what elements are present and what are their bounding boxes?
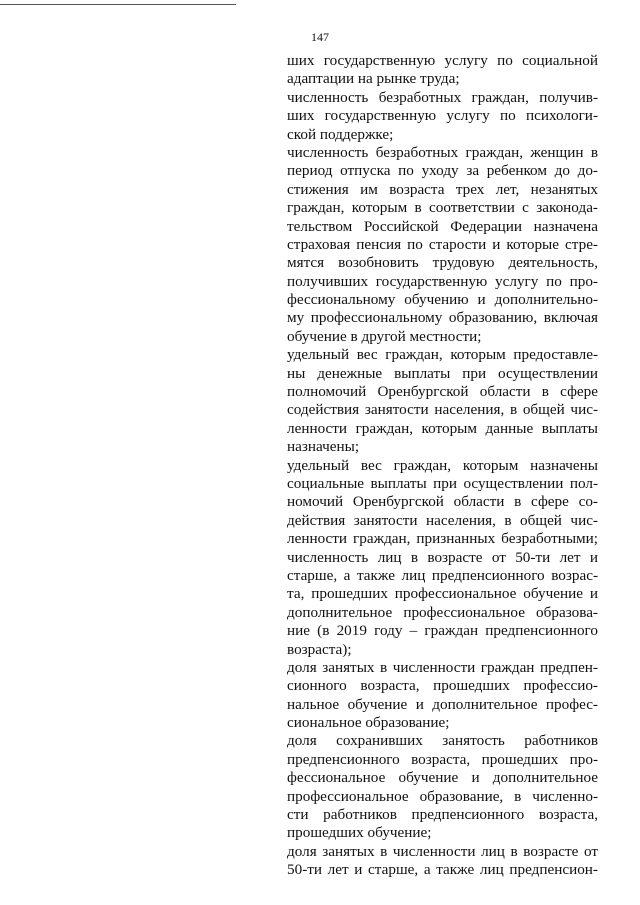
text-line: предпенсионного возраста, прошедших про- xyxy=(287,750,598,768)
text-line: фессиональному обучению и дополнительно- xyxy=(287,291,598,309)
text-line: ших государственную услугу по социальной xyxy=(287,52,598,69)
text-line: возраста); xyxy=(287,640,352,658)
text-line: получивших государственную услугу по про- xyxy=(287,272,598,290)
text-line: тельством Российской Федерации назначена xyxy=(287,217,598,235)
text-line: му профессиональному образованию, включая xyxy=(287,309,598,327)
text-line: ленности граждан, признанных безработными; xyxy=(287,530,598,548)
text-line: содействия занятости населения, в общей чис- xyxy=(287,401,598,419)
header-rule xyxy=(0,4,236,5)
text-line: полномочий Оренбургской области в сфере xyxy=(287,383,598,401)
text-line: удельный вес граждан, которым предоставле- xyxy=(287,346,598,364)
text-line: граждан, которым в соответствии с законода- xyxy=(287,199,598,217)
text-line: доля сохранивших занятость работников xyxy=(287,732,598,750)
text-line: номочий Оренбургской области в сфере со- xyxy=(287,493,598,511)
text-line: нальное обучение и дополнительное профес- xyxy=(287,695,598,713)
text-line: ны денежные выплаты при осуществлении xyxy=(287,364,598,382)
page-number: 147 xyxy=(311,30,329,44)
text-line: ской поддержке; xyxy=(287,125,394,143)
text-line: сти работников предпенсионного возраста, xyxy=(287,806,598,824)
text-line: дополнительное профессиональное образова- xyxy=(287,603,598,621)
text-line: ших государственную услугу по психологи- xyxy=(287,107,598,125)
text-line: фессиональное обучение и дополнительное xyxy=(287,769,598,787)
text-line: удельный вес граждан, которым назначены xyxy=(287,456,598,474)
text-line: численность безработных граждан, получив- xyxy=(287,88,598,106)
text-line: период отпуска по уходу за ребенком до до- xyxy=(287,162,598,180)
text-line: численность лиц в возрасте от 50-ти лет и xyxy=(287,548,598,566)
text-line: профессиональное образование, в численно- xyxy=(287,787,598,805)
text-line: социальные выплаты при осуществлении пол- xyxy=(287,474,598,492)
text-line: назначены; xyxy=(287,438,360,456)
text-line: старше, а также лиц предпенсионного возрас- xyxy=(287,566,598,584)
text-line: ленности граждан, которым данные выплаты xyxy=(287,419,598,437)
text-line: численность безработных граждан, женщин в xyxy=(287,143,598,161)
text-line: прошедших обучение; xyxy=(287,824,432,842)
text-line: сионного возраста, прошедших профессио- xyxy=(287,677,598,695)
text-line: страховая пенсия по старости и которые стре- xyxy=(287,235,598,253)
text-line: обучение в другой местности; xyxy=(287,327,482,345)
text-line: сиональное образование; xyxy=(287,714,450,732)
text-line: ние (в 2019 году – граждан предпенсионного xyxy=(287,622,598,640)
text-line: адаптации на рынке труда; xyxy=(287,70,460,88)
text-line: та, прошедших профессиональное обучение и xyxy=(287,585,598,603)
body-text xyxy=(287,52,598,880)
text-line: доля занятых в численности граждан предпен- xyxy=(287,658,598,676)
text-line: доля занятых в численности лиц в возрасте от xyxy=(287,842,598,860)
text-line: стижения им возраста трех лет, незанятых xyxy=(287,180,598,198)
text-line: 50-ти лет и старше, а также лиц предпенсион- xyxy=(287,861,598,879)
text-line: мятся возобновить трудовую деятельность, xyxy=(287,254,598,272)
text-line: действия занятости населения, в общей чис- xyxy=(287,511,598,529)
